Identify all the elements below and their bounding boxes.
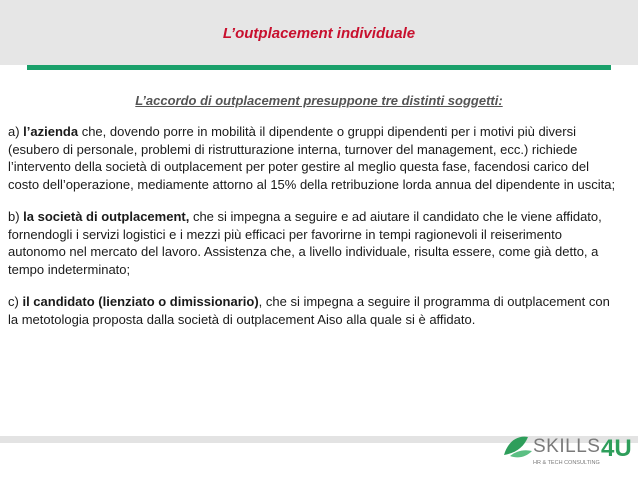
paragraph-b-text: che si impegna a seguire e ad aiutare il candidato che le viene affidato, fornendogli i servizi logistici e i mezzi più efficaci per favorirne in tempi ragionevoli il reiserimento autonomo nel mercato del lavoro. Assistenza che, a livello individuale, risulta essere, come già detto, a tempo indeterminato; [8,209,602,277]
paragraph-b [8,208,618,278]
body-text [8,123,618,343]
logo-wordmark: SKILLS [533,436,601,457]
paragraph-c-subject: il candidato (lienziato o dimissionario) [22,294,259,309]
paragraph-a-subject: l’azienda [23,124,79,139]
paragraph-b-subject: la società di outplacement, [23,209,190,224]
title-divider [27,65,611,70]
paragraph-a [8,123,618,193]
paragraph-c-text: , che si impegna a seguire il programma di outplacement con la metotologia proposta dalla società di outplacement Aiso alla quale si è affidato. [8,294,610,327]
slide-title: L’outplacement individuale [222,25,416,42]
paragraph-a-text: che, dovendo porre in mobilità il dipendente o gruppi dipendenti per i motivi più diversi (esubero di personale, problemi di ristrutturazione interna, turnover del management, ecc.) richiede l’intervento della società di outplacement per poter gestire al meglio questa fase, facendosi carico del costo dell’operazione, mediamente attorno al 15% della retribuzione lorda annua del dipendente in uscita; [8,124,616,192]
paragraph-c [8,293,618,328]
leaf-icon [504,437,532,458]
logo-mark: 4U [601,435,632,462]
slide-subtitle: L’accordo di outplacement presuppone tre distinti soggetti: [135,93,503,108]
paragraph-a-prefix: a) [8,124,24,139]
logo-tagline: HR & TECH CONSULTING [533,460,600,466]
paragraph-b-prefix: b) [8,209,24,224]
skills4u-logo [502,425,634,469]
paragraph-c-prefix: c) [8,294,23,309]
